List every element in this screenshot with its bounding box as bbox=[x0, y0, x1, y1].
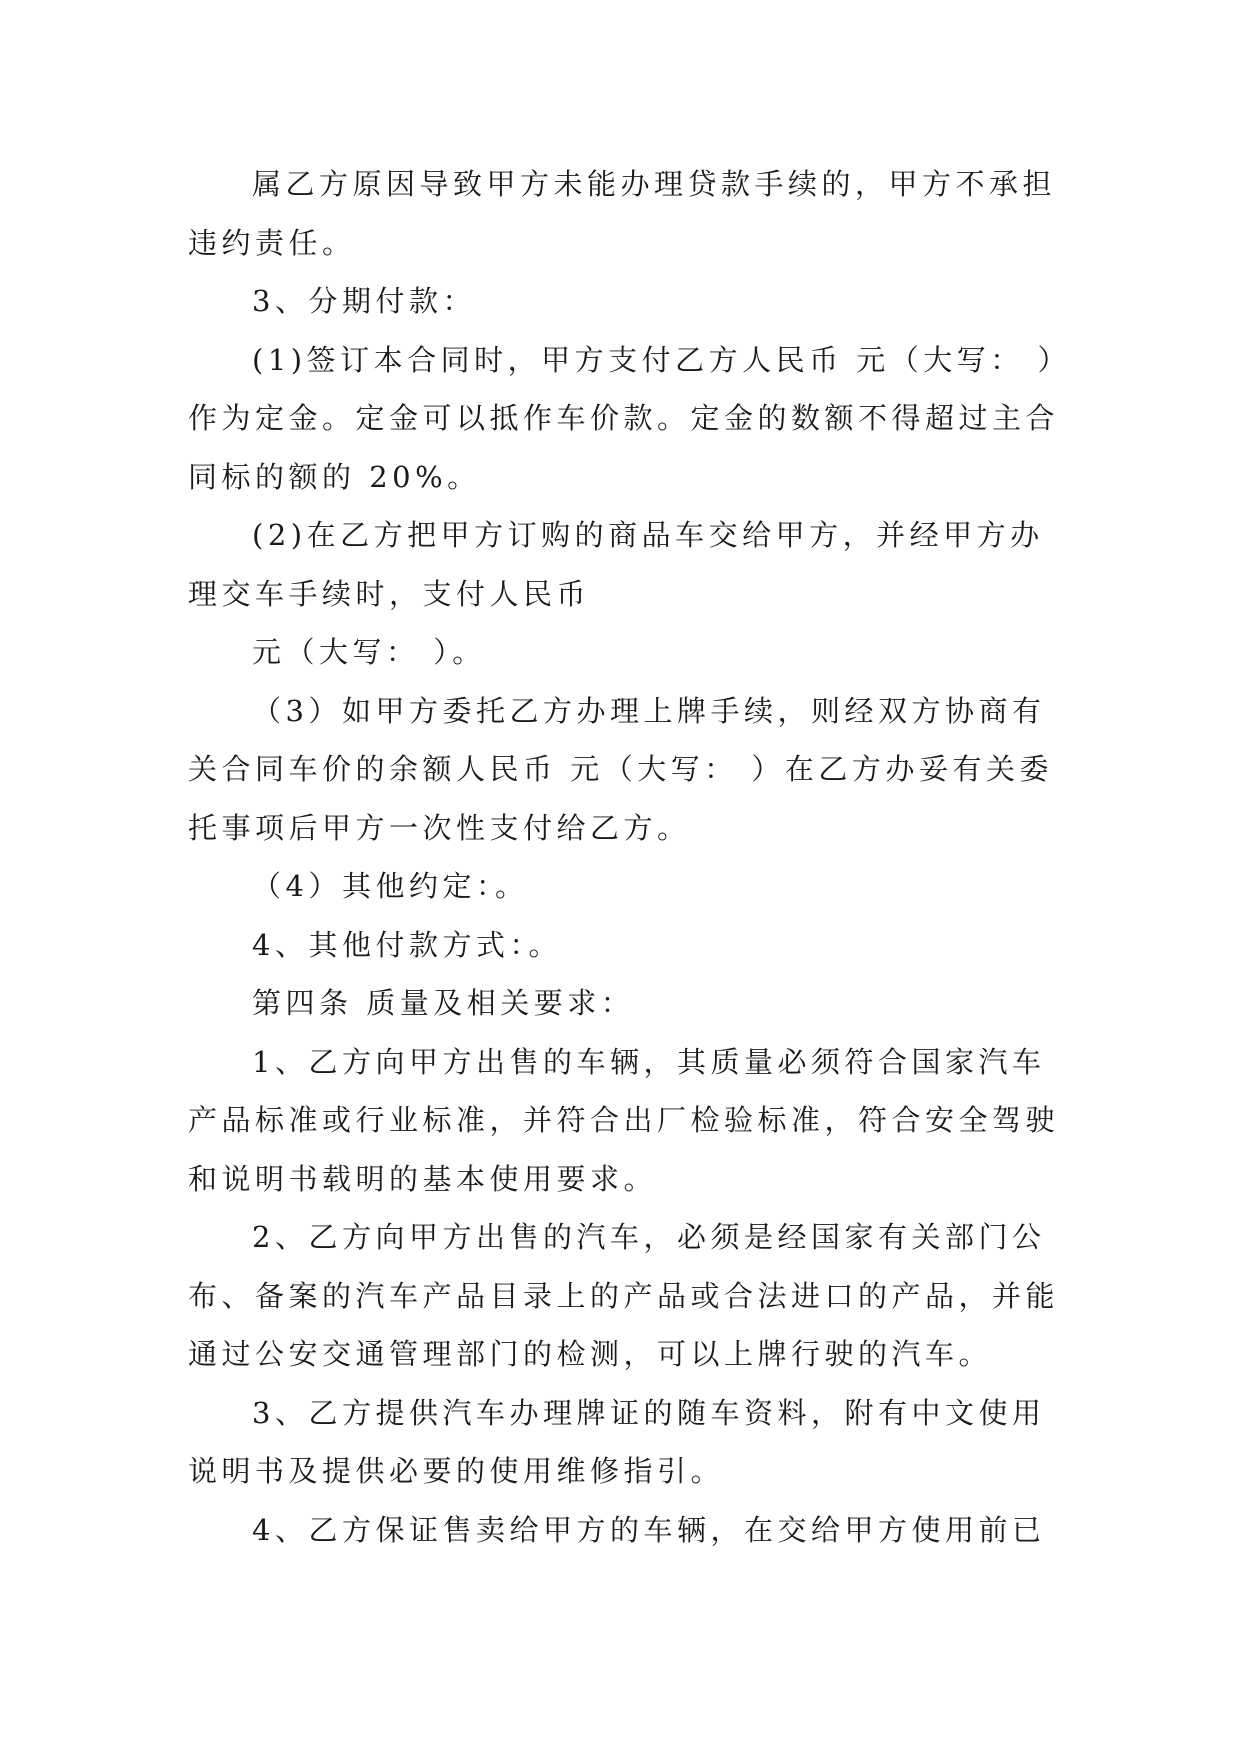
text-line: （4）其他约定：。 bbox=[252, 869, 529, 903]
text-line: 同标的额的 20%。 bbox=[188, 459, 481, 494]
text-line: 4、乙方保证售卖给甲方的车辆，在交给甲方使用前已 bbox=[252, 1512, 1046, 1547]
text-line: 3、乙方提供汽车办理牌证的随车资料，附有中文使用 bbox=[252, 1395, 1046, 1430]
text-line: 4、其他付款方式：。 bbox=[252, 927, 562, 962]
text-line: 关合同车价的余额人民币 元（大写： ）在乙方办妥有关委 bbox=[188, 752, 1053, 786]
text-line: 布、备案的汽车产品目录上的产品或合法进口的产品，并能 bbox=[188, 1278, 1060, 1313]
contract-body-text bbox=[188, 155, 1072, 1559]
section-heading: 3、分期付款： bbox=[252, 284, 476, 318]
text-line: 违约责任。 bbox=[188, 225, 356, 260]
text-line: 1、乙方向甲方出售的车辆，其质量必须符合国家汽车 bbox=[252, 1044, 1046, 1079]
text-line: 属乙方原因导致甲方未能办理贷款手续的，甲方不承担 bbox=[252, 167, 1057, 201]
text-line: (1)签订本合同时，甲方支付乙方人民币 元（大写： ） bbox=[252, 342, 1072, 377]
text-line: 托事项后甲方一次性支付给乙方。 bbox=[188, 810, 691, 845]
text-line: 产品标准或行业标准，并符合出厂检验标准，符合安全驾驶 bbox=[188, 1103, 1060, 1137]
text-line: 和说明书载明的基本使用要求。 bbox=[188, 1161, 658, 1196]
text-line: 2、乙方向甲方出售的汽车，必须是经国家有关部门公 bbox=[252, 1220, 1046, 1254]
text-line: 元（大写： ）。 bbox=[252, 635, 486, 669]
text-line: 作为定金。定金可以抵作车价款。定金的数额不得超过主合 bbox=[188, 401, 1060, 435]
text-line: (2)在乙方把甲方订购的商品车交给甲方，并经甲方办 bbox=[252, 518, 1044, 552]
article-heading: 第四条 质量及相关要求： bbox=[252, 986, 635, 1020]
text-line: 说明书及提供必要的使用维修指引。 bbox=[188, 1454, 725, 1488]
text-line: 通过公安交通管理部门的检测，可以上牌行驶的汽车。 bbox=[188, 1337, 993, 1371]
text-line: （3）如甲方委托乙方办理上牌手续，则经双方协商有 bbox=[252, 693, 1046, 728]
text-line: 理交车手续时，支付人民币 bbox=[188, 576, 591, 611]
